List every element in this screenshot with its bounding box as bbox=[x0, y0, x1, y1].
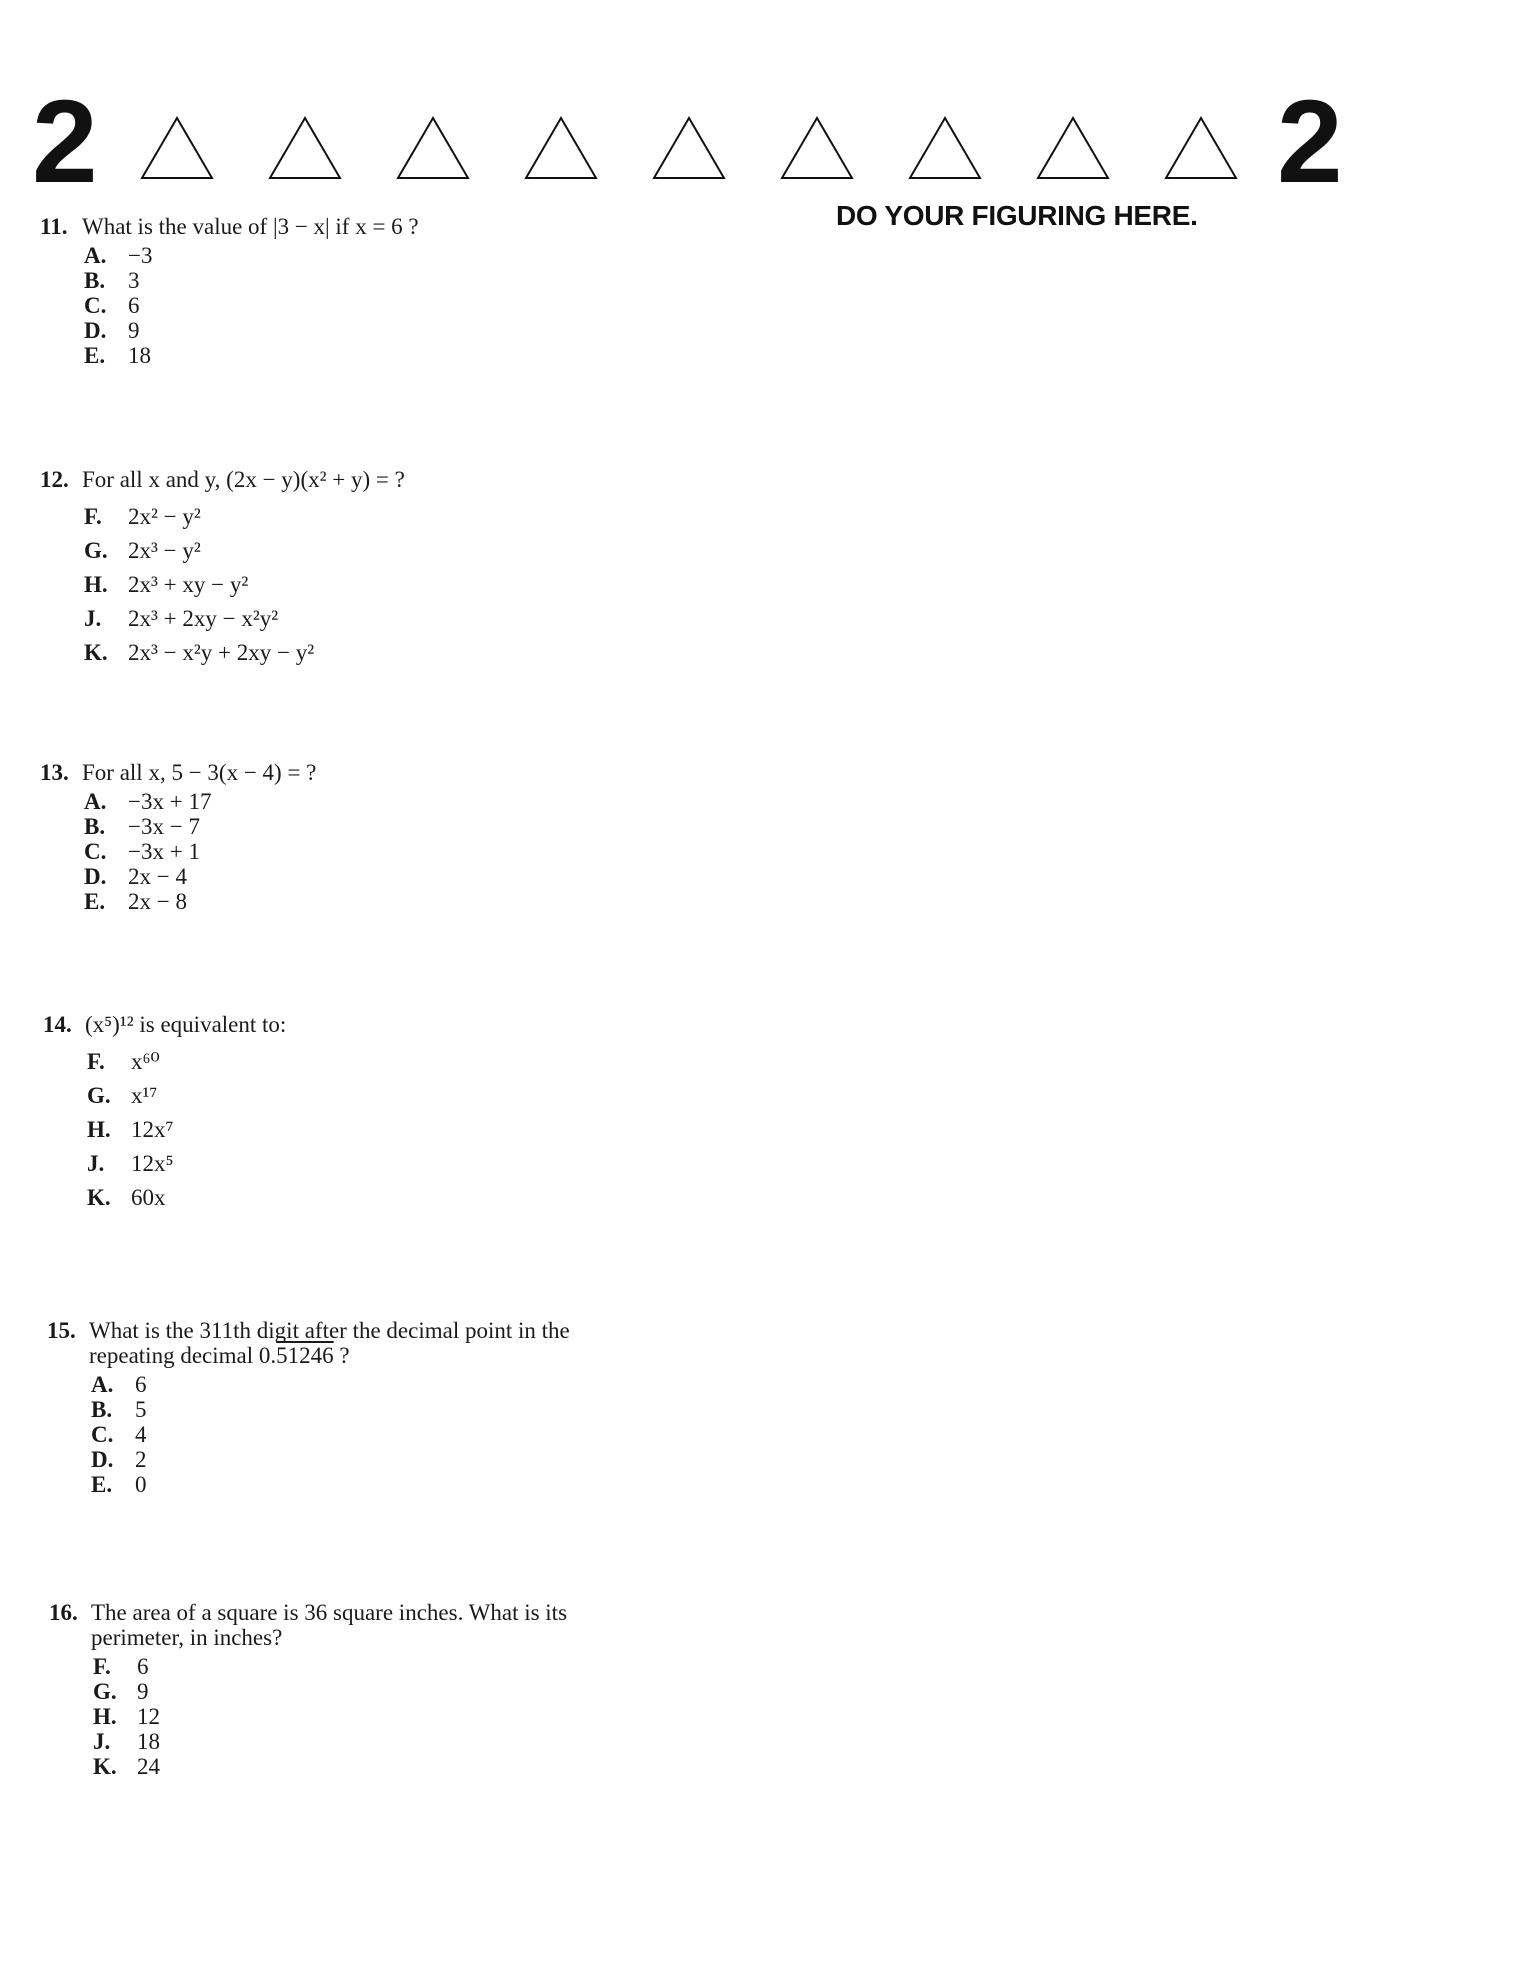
choice-label: G. bbox=[84, 538, 108, 563]
choice-text: 6 bbox=[128, 293, 140, 318]
choice-label: K. bbox=[87, 1185, 111, 1210]
choice-text: 6 bbox=[135, 1372, 147, 1397]
choice-text: 12x⁵ bbox=[131, 1151, 174, 1176]
question-stem bbox=[40, 214, 660, 239]
answer-choice[interactable] bbox=[84, 502, 660, 536]
choice-text: 2x − 4 bbox=[128, 864, 187, 889]
answer-choice[interactable] bbox=[84, 318, 660, 343]
triangle-icon bbox=[1164, 116, 1238, 180]
choice-label: A. bbox=[84, 243, 107, 268]
question-text: For all x and y, (2x − y)(x² + y) = ? bbox=[82, 467, 405, 492]
choice-label: J. bbox=[93, 1729, 111, 1754]
choice-text: −3x − 7 bbox=[128, 814, 200, 839]
choice-label: B. bbox=[91, 1397, 113, 1422]
choice-label: C. bbox=[84, 293, 107, 318]
choice-label: E. bbox=[84, 343, 106, 368]
answer-choice[interactable] bbox=[84, 293, 660, 318]
answer-choices bbox=[40, 789, 660, 914]
choice-label: K. bbox=[84, 640, 108, 665]
answer-choice[interactable] bbox=[84, 570, 660, 604]
question-text: What is the value of |3 − x| if x = 6 ? bbox=[82, 214, 419, 239]
choice-text: 6 bbox=[137, 1654, 149, 1679]
section-header bbox=[32, 76, 1352, 208]
answer-choice[interactable] bbox=[87, 1047, 663, 1081]
answer-choice[interactable] bbox=[84, 604, 660, 638]
choice-text: 2x³ + 2xy − x²y² bbox=[128, 606, 279, 631]
answer-choices bbox=[40, 243, 660, 368]
decimal-prefix: repeating decimal 0. bbox=[89, 1343, 277, 1368]
choice-text: 2x³ + xy − y² bbox=[128, 572, 249, 597]
answer-choices bbox=[43, 1047, 663, 1217]
answer-choice[interactable] bbox=[84, 343, 660, 368]
question-text: For all x, 5 − 3(x − 4) = ? bbox=[82, 760, 317, 785]
question-stem bbox=[49, 1600, 689, 1650]
answer-choice[interactable] bbox=[84, 789, 660, 814]
choice-label: K. bbox=[93, 1754, 117, 1779]
answer-choice[interactable] bbox=[91, 1472, 687, 1497]
choice-text: 4 bbox=[135, 1422, 147, 1447]
answer-choice[interactable] bbox=[84, 814, 660, 839]
answer-choice[interactable] bbox=[91, 1372, 687, 1397]
question-stem bbox=[40, 760, 660, 785]
question-number: 14. bbox=[43, 1012, 72, 1037]
choice-text: 24 bbox=[137, 1754, 160, 1779]
triangle-icon bbox=[396, 116, 470, 180]
choice-text: 2x³ − x²y + 2xy − y² bbox=[128, 640, 315, 665]
choice-label: F. bbox=[87, 1049, 105, 1074]
question-text: (x⁵)¹² is equivalent to: bbox=[85, 1012, 287, 1037]
repeating-digits: 51246 bbox=[276, 1343, 334, 1368]
question-15 bbox=[47, 1318, 687, 1497]
choice-label: H. bbox=[87, 1117, 111, 1142]
choice-text: 2x³ − y² bbox=[128, 538, 201, 563]
question-11 bbox=[40, 214, 660, 368]
answer-choice[interactable] bbox=[91, 1397, 687, 1422]
choice-label: H. bbox=[84, 572, 108, 597]
figuring-instruction: DO YOUR FIGURING HERE. bbox=[836, 200, 1198, 231]
choice-label: C. bbox=[91, 1422, 114, 1447]
choice-label: A. bbox=[91, 1372, 114, 1397]
question-number: 11. bbox=[40, 214, 68, 239]
choice-text: 60x bbox=[131, 1185, 166, 1210]
answer-choice[interactable] bbox=[93, 1754, 689, 1779]
answer-choice[interactable] bbox=[93, 1654, 689, 1679]
choice-label: G. bbox=[87, 1083, 111, 1108]
section-number-right: 2 bbox=[1277, 76, 1343, 208]
answer-choice[interactable] bbox=[93, 1704, 689, 1729]
answer-choice[interactable] bbox=[87, 1183, 663, 1217]
choice-label: H. bbox=[93, 1704, 117, 1729]
answer-choice[interactable] bbox=[84, 536, 660, 570]
choice-text: 5 bbox=[135, 1397, 147, 1422]
triangle-icon bbox=[908, 116, 982, 180]
question-number: 15. bbox=[47, 1318, 76, 1343]
choice-text: 18 bbox=[128, 343, 151, 368]
answer-choice[interactable] bbox=[84, 243, 660, 268]
answer-choice[interactable] bbox=[84, 268, 660, 293]
choice-label: E. bbox=[84, 889, 106, 914]
triangle-icon bbox=[268, 116, 342, 180]
answer-choice[interactable] bbox=[87, 1081, 663, 1115]
choice-label: G. bbox=[93, 1679, 117, 1704]
choice-label: E. bbox=[91, 1472, 113, 1497]
choice-label: F. bbox=[84, 504, 102, 529]
choice-label: C. bbox=[84, 839, 107, 864]
question-number: 16. bbox=[49, 1600, 78, 1625]
choice-label: B. bbox=[84, 814, 106, 839]
answer-choices bbox=[49, 1654, 689, 1779]
question-13 bbox=[40, 760, 660, 914]
choice-label: A. bbox=[84, 789, 107, 814]
question-text: What is the 311th digit after the decimal point in the bbox=[89, 1318, 570, 1343]
question-text-line2: perimeter, in inches? bbox=[91, 1625, 283, 1650]
answer-choice[interactable] bbox=[91, 1422, 687, 1447]
question-12 bbox=[40, 467, 660, 672]
answer-choice[interactable] bbox=[87, 1115, 663, 1149]
answer-choice[interactable] bbox=[93, 1729, 689, 1754]
choice-text: 2x − 8 bbox=[128, 889, 187, 914]
choice-text: 2 bbox=[135, 1447, 147, 1472]
question-stem bbox=[47, 1318, 687, 1368]
triangle-icon bbox=[140, 116, 214, 180]
triangle-icon bbox=[524, 116, 598, 180]
question-14 bbox=[43, 1012, 663, 1217]
question-text-line2 bbox=[89, 1343, 687, 1368]
choice-text: −3 bbox=[128, 243, 153, 268]
choice-text: 0 bbox=[135, 1472, 147, 1497]
choice-label: D. bbox=[91, 1447, 114, 1472]
question-text: The area of a square is 36 square inches. What is its bbox=[91, 1600, 568, 1625]
choice-label: D. bbox=[84, 864, 107, 889]
choice-label: F. bbox=[93, 1654, 111, 1679]
choice-text: 2x² − y² bbox=[128, 504, 201, 529]
question-number: 12. bbox=[40, 467, 69, 492]
question-16 bbox=[49, 1600, 689, 1779]
choice-text: x¹⁷ bbox=[131, 1083, 158, 1108]
choice-label: J. bbox=[84, 606, 102, 631]
answer-choice[interactable] bbox=[84, 839, 660, 864]
choice-text: −3x + 17 bbox=[128, 789, 212, 814]
answer-choices bbox=[47, 1372, 687, 1497]
choice-text: x⁶⁰ bbox=[131, 1049, 160, 1074]
choice-label: B. bbox=[84, 268, 106, 293]
choice-text: 12 bbox=[137, 1704, 160, 1729]
section-number-left: 2 bbox=[32, 76, 98, 208]
choice-text: 9 bbox=[128, 318, 140, 343]
answer-choice[interactable] bbox=[87, 1149, 663, 1183]
question-stem bbox=[40, 467, 660, 492]
choice-text: 3 bbox=[128, 268, 140, 293]
choice-label: J. bbox=[87, 1151, 105, 1176]
answer-choices bbox=[40, 502, 660, 672]
answer-choice[interactable] bbox=[93, 1679, 689, 1704]
question-number: 13. bbox=[40, 760, 69, 785]
triangle-icon bbox=[1036, 116, 1110, 180]
choice-text: 12x⁷ bbox=[131, 1117, 174, 1142]
choice-label: D. bbox=[84, 318, 107, 343]
answer-choice[interactable] bbox=[91, 1447, 687, 1472]
answer-choice[interactable] bbox=[84, 638, 660, 672]
choice-text: 9 bbox=[137, 1679, 149, 1704]
triangle-icon bbox=[780, 116, 854, 180]
answer-choice[interactable] bbox=[84, 889, 660, 914]
triangle-icon bbox=[652, 116, 726, 180]
answer-choice[interactable] bbox=[84, 864, 660, 889]
question-stem bbox=[43, 1012, 663, 1037]
choice-text: 18 bbox=[137, 1729, 160, 1754]
question-mark: ? bbox=[333, 1343, 350, 1368]
choice-text: −3x + 1 bbox=[128, 839, 200, 864]
